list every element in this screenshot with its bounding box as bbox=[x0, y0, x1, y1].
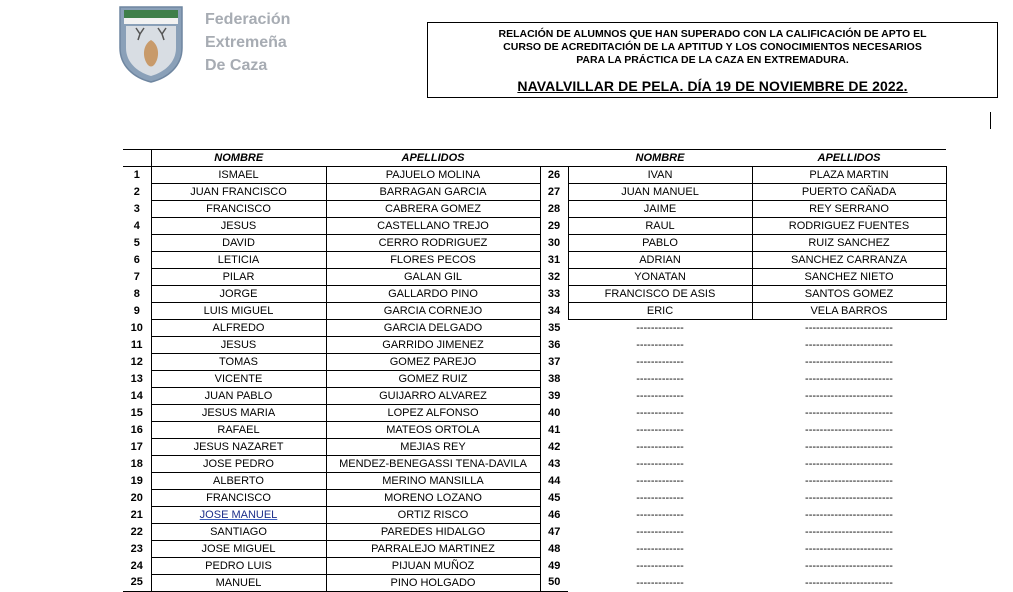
student-apellidos: GARRIDO JIMENEZ bbox=[326, 337, 540, 354]
student-nombre: FRANCISCO DE ASIS bbox=[568, 286, 752, 303]
deer-shield-icon bbox=[116, 4, 186, 84]
table-row bbox=[123, 473, 946, 490]
header-apellidos-left: APELLIDOS bbox=[326, 150, 540, 167]
table-row bbox=[123, 558, 946, 575]
student-nombre: DAVID bbox=[151, 235, 326, 252]
student-apellidos: MORENO LOZANO bbox=[326, 490, 540, 507]
table-row bbox=[123, 235, 946, 252]
table-row bbox=[123, 184, 946, 201]
row-number-left: 17 bbox=[130, 440, 143, 453]
student-nombre: JESUS MARIA bbox=[151, 405, 326, 422]
student-nombre: JAIME bbox=[568, 201, 752, 218]
student-nombre: SANTIAGO bbox=[151, 524, 326, 541]
student-apellidos: GOMEZ PAREJO bbox=[326, 354, 540, 371]
student-nombre: JESUS bbox=[151, 218, 326, 235]
student-apellidos: ------------------------ bbox=[805, 355, 893, 368]
row-number-left: 1 bbox=[133, 168, 140, 181]
organization-name bbox=[205, 8, 290, 77]
student-nombre: JESUS NAZARET bbox=[151, 439, 326, 456]
table-row bbox=[123, 524, 946, 541]
student-apellidos: BARRAGAN GARCIA bbox=[326, 184, 540, 201]
row-number-right: 31 bbox=[540, 252, 568, 269]
row-number-left: 14 bbox=[130, 389, 143, 402]
row-number-left: 7 bbox=[133, 270, 140, 283]
table-row bbox=[123, 167, 946, 184]
student-apellidos: GUIJARRO ALVAREZ bbox=[326, 388, 540, 405]
student-nombre: ------------- bbox=[636, 576, 684, 589]
student-apellidos: ------------------------ bbox=[805, 559, 893, 572]
student-apellidos: ------------------------ bbox=[805, 491, 893, 504]
student-apellidos: CERRO RODRIGUEZ bbox=[326, 235, 540, 252]
row-number-left: 20 bbox=[130, 491, 143, 504]
student-nombre: ------------- bbox=[636, 508, 684, 521]
row-number-right: 34 bbox=[540, 303, 568, 320]
student-apellidos: CABRERA GOMEZ bbox=[326, 201, 540, 218]
student-apellidos: PIJUAN MUÑOZ bbox=[326, 558, 540, 575]
table-header-row bbox=[123, 150, 946, 167]
student-nombre: ------------- bbox=[636, 440, 684, 453]
row-number-right: 41 bbox=[540, 422, 568, 439]
table-row bbox=[123, 303, 946, 320]
table-row bbox=[123, 388, 946, 405]
student-nombre: MANUEL bbox=[151, 575, 326, 592]
table-row bbox=[123, 439, 946, 456]
table-row bbox=[123, 201, 946, 218]
table-row bbox=[123, 354, 946, 371]
text-cursor bbox=[990, 112, 991, 129]
student-nombre: JOSE PEDRO bbox=[151, 456, 326, 473]
header-num-right bbox=[540, 150, 568, 167]
student-nombre: ------------- bbox=[636, 474, 684, 487]
student-apellidos: ------------------------ bbox=[805, 508, 893, 521]
student-nombre: RAFAEL bbox=[151, 422, 326, 439]
table-row bbox=[123, 218, 946, 235]
student-nombre: ISMAEL bbox=[151, 167, 326, 184]
table-row bbox=[123, 422, 946, 439]
row-number-right: 44 bbox=[540, 473, 568, 490]
table-row bbox=[123, 575, 946, 592]
student-apellidos: ------------------------ bbox=[805, 406, 893, 419]
row-number-right: 28 bbox=[540, 201, 568, 218]
row-number-right: 40 bbox=[540, 405, 568, 422]
student-nombre: JORGE bbox=[151, 286, 326, 303]
row-number-right: 39 bbox=[540, 388, 568, 405]
student-nombre: ------------- bbox=[636, 372, 684, 385]
student-nombre: ADRIAN bbox=[568, 252, 752, 269]
student-apellidos: FLORES PECOS bbox=[326, 252, 540, 269]
student-apellidos: ------------------------ bbox=[805, 321, 893, 334]
row-number-right: 36 bbox=[540, 337, 568, 354]
row-number-right: 26 bbox=[540, 167, 568, 184]
title-box bbox=[427, 22, 998, 98]
student-apellidos: GARCIA CORNEJO bbox=[326, 303, 540, 320]
student-apellidos: RODRIGUEZ FUENTES bbox=[752, 218, 946, 235]
row-number-right: 50 bbox=[540, 575, 568, 592]
student-nombre: JESUS bbox=[151, 337, 326, 354]
row-number-right: 33 bbox=[540, 286, 568, 303]
student-apellidos: REY SERRANO bbox=[752, 201, 946, 218]
table-row bbox=[123, 490, 946, 507]
row-number-left: 15 bbox=[130, 406, 143, 419]
student-apellidos: LOPEZ ALFONSO bbox=[326, 405, 540, 422]
student-apellidos: PAJUELO MOLINA bbox=[326, 167, 540, 184]
row-number-left: 3 bbox=[133, 202, 140, 215]
student-apellidos: ------------------------ bbox=[805, 525, 893, 538]
row-number-left: 22 bbox=[130, 525, 143, 538]
row-number-right: 49 bbox=[540, 558, 568, 575]
row-number-left: 19 bbox=[130, 474, 143, 487]
student-nombre: ------------- bbox=[636, 355, 684, 368]
student-apellidos: GALLARDO PINO bbox=[326, 286, 540, 303]
student-nombre: FRANCISCO bbox=[151, 201, 326, 218]
header-nombre-left: NOMBRE bbox=[151, 150, 326, 167]
header-apellidos-right: APELLIDOS bbox=[752, 150, 946, 167]
row-number-left: 25 bbox=[123, 575, 151, 592]
student-apellidos: PARRALEJO MARTINEZ bbox=[326, 541, 540, 558]
row-number-left: 6 bbox=[133, 253, 140, 266]
student-apellidos: GARCIA DELGADO bbox=[326, 320, 540, 337]
table-row bbox=[123, 286, 946, 303]
student-apellidos: ------------------------ bbox=[805, 457, 893, 470]
row-number-right: 35 bbox=[540, 320, 568, 337]
student-nombre: JUAN PABLO bbox=[151, 388, 326, 405]
org-line-1: Federación bbox=[205, 11, 291, 28]
row-number-left: 16 bbox=[130, 423, 143, 436]
row-number-left: 2 bbox=[133, 185, 140, 198]
student-apellidos: ------------------------ bbox=[805, 440, 893, 453]
header-nombre-right: NOMBRE bbox=[568, 150, 752, 167]
student-nombre: ALFREDO bbox=[151, 320, 326, 337]
student-apellidos: ------------------------ bbox=[805, 389, 893, 402]
row-number-right: 30 bbox=[540, 235, 568, 252]
student-nombre: ------------- bbox=[636, 457, 684, 470]
student-apellidos: ------------------------ bbox=[805, 474, 893, 487]
title-line-2: CURSO DE ACREDITACIÓN DE LA APTITUD Y LOS CONOCIMIENTOS NECESARIOS bbox=[503, 41, 922, 53]
student-nombre: ------------- bbox=[636, 423, 684, 436]
student-apellidos: GOMEZ RUIZ bbox=[326, 371, 540, 388]
table-row bbox=[123, 456, 946, 473]
student-nombre: LETICIA bbox=[151, 252, 326, 269]
row-number-right: 27 bbox=[540, 184, 568, 201]
table-row bbox=[123, 541, 946, 558]
student-apellidos: PAREDES HIDALGO bbox=[326, 524, 540, 541]
row-number-left: 23 bbox=[130, 542, 143, 555]
row-number-left: 24 bbox=[130, 559, 143, 572]
student-apellidos: GALAN GIL bbox=[326, 269, 540, 286]
student-apellidos: SANCHEZ CARRANZA bbox=[752, 252, 946, 269]
row-number-right: 43 bbox=[540, 456, 568, 473]
row-number-right: 47 bbox=[540, 524, 568, 541]
student-apellidos: PUERTO CAÑADA bbox=[752, 184, 946, 201]
student-apellidos: MERINO MANSILLA bbox=[326, 473, 540, 490]
student-apellidos: ------------------------ bbox=[805, 423, 893, 436]
federation-logo bbox=[116, 4, 186, 84]
student-nombre: JOSE MIGUEL bbox=[151, 541, 326, 558]
title-line-3: PARA LA PRÁCTICA DE LA CAZA EN EXTREMADURA. bbox=[576, 54, 849, 66]
student-apellidos: ORTIZ RISCO bbox=[326, 507, 540, 524]
row-number-left: 11 bbox=[130, 338, 143, 351]
student-nombre: ------------- bbox=[636, 321, 684, 334]
row-number-right: 45 bbox=[540, 490, 568, 507]
row-number-right: 37 bbox=[540, 354, 568, 371]
row-number-left: 4 bbox=[133, 219, 140, 232]
row-number-right: 32 bbox=[540, 269, 568, 286]
student-nombre: TOMAS bbox=[151, 354, 326, 371]
student-nombre: ERIC bbox=[568, 303, 752, 320]
row-number-left: 21 bbox=[130, 508, 143, 521]
student-nombre: PABLO bbox=[568, 235, 752, 252]
row-number-right: 42 bbox=[540, 439, 568, 456]
student-nombre: VICENTE bbox=[151, 371, 326, 388]
student-nombre: ------------- bbox=[636, 406, 684, 419]
row-number-right: 48 bbox=[540, 541, 568, 558]
student-apellidos: SANTOS GOMEZ bbox=[752, 286, 946, 303]
student-nombre: RAUL bbox=[568, 218, 752, 235]
student-apellidos: MENDEZ-BENEGASSI TENA-DAVILA bbox=[326, 456, 540, 473]
student-apellidos: ------------------------ bbox=[805, 338, 893, 351]
org-line-3: De Caza bbox=[205, 57, 268, 74]
table-row bbox=[123, 269, 946, 286]
student-apellidos: ------------------------ bbox=[805, 542, 893, 555]
student-nombre: JUAN MANUEL bbox=[568, 184, 752, 201]
student-apellidos: RUIZ SANCHEZ bbox=[752, 235, 946, 252]
student-nombre: ------------- bbox=[636, 338, 684, 351]
student-nombre: ------------- bbox=[636, 542, 684, 555]
student-apellidos: VELA BARROS bbox=[752, 303, 946, 320]
student-nombre: FRANCISCO bbox=[151, 490, 326, 507]
student-nombre: ------------- bbox=[636, 389, 684, 402]
student-nombre: JUAN FRANCISCO bbox=[151, 184, 326, 201]
student-apellidos: SANCHEZ NIETO bbox=[752, 269, 946, 286]
row-number-right: 38 bbox=[540, 371, 568, 388]
student-apellidos: ------------------------ bbox=[805, 372, 893, 385]
row-number-left: 12 bbox=[130, 355, 143, 368]
row-number-left: 9 bbox=[133, 304, 140, 317]
students-table bbox=[123, 149, 947, 592]
student-apellidos: MEJIAS REY bbox=[326, 439, 540, 456]
row-number-left: 5 bbox=[133, 236, 140, 249]
row-number-left: 18 bbox=[130, 457, 143, 470]
row-number-left: 10 bbox=[130, 321, 143, 334]
student-apellidos: CASTELLANO TREJO bbox=[326, 218, 540, 235]
title-line-1: RELACIÓN DE ALUMNOS QUE HAN SUPERADO CON LA CALIFICACIÓN DE APTO EL bbox=[498, 28, 927, 40]
table-row bbox=[123, 252, 946, 269]
student-nombre: PILAR bbox=[151, 269, 326, 286]
student-nombre: YONATAN bbox=[568, 269, 752, 286]
student-apellidos: ------------------------ bbox=[805, 576, 893, 589]
student-nombre: ------------- bbox=[636, 525, 684, 538]
table-row bbox=[123, 405, 946, 422]
student-nombre: ------------- bbox=[636, 559, 684, 572]
row-number-right: 29 bbox=[540, 218, 568, 235]
student-nombre: LUIS MIGUEL bbox=[151, 303, 326, 320]
table-row bbox=[123, 371, 946, 388]
row-number-left: 8 bbox=[133, 287, 140, 300]
student-nombre: IVAN bbox=[568, 167, 752, 184]
student-apellidos: PINO HOLGADO bbox=[326, 575, 540, 592]
student-nombre: JOSE MANUEL bbox=[151, 507, 326, 524]
row-number-right: 46 bbox=[540, 507, 568, 524]
table-row bbox=[123, 320, 946, 337]
table-row bbox=[123, 337, 946, 354]
header-num-left bbox=[123, 150, 151, 167]
row-number-left: 13 bbox=[130, 372, 143, 385]
student-apellidos: PLAZA MARTIN bbox=[752, 167, 946, 184]
org-line-2: Extremeña bbox=[205, 34, 287, 51]
course-location-date: NAVALVILLAR DE PELA. DÍA 19 DE NOVIEMBRE DE 2022. bbox=[517, 78, 908, 94]
table-body bbox=[123, 167, 946, 592]
table-row bbox=[123, 507, 946, 524]
student-nombre: ALBERTO bbox=[151, 473, 326, 490]
student-nombre: ------------- bbox=[636, 491, 684, 504]
student-nombre: PEDRO LUIS bbox=[151, 558, 326, 575]
student-apellidos: MATEOS ORTOLA bbox=[326, 422, 540, 439]
